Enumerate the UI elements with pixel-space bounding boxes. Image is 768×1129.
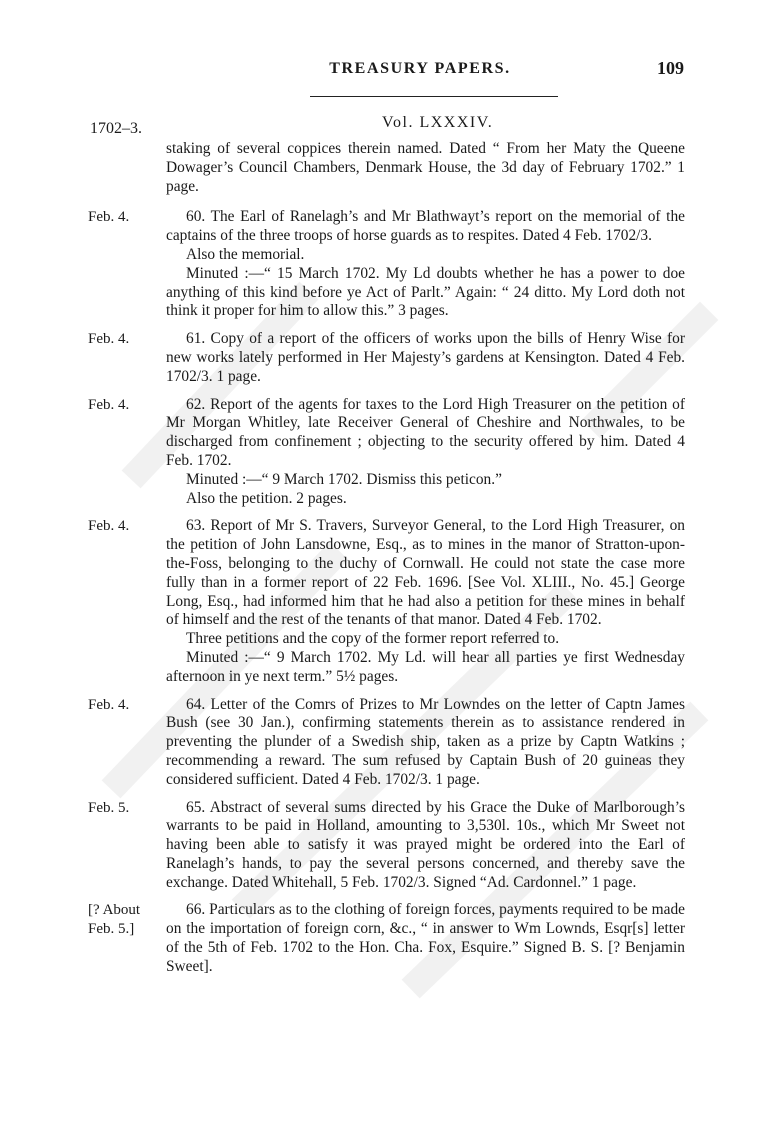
- entry-extra: Three petitions and the copy of the former report referred to.: [186, 630, 560, 648]
- page-number: 109: [657, 58, 684, 78]
- entry-minute: Minuted :—“ 9 March 1702. My Ld. will hear all parties ye first Wednesday afternoon in ye next term.” 5½ pages.: [166, 648, 685, 685]
- year-label: 1702–3.: [90, 120, 142, 137]
- entry-minute: Minuted :—“ 9 March 1702. Dismiss this peticon.”: [186, 470, 502, 488]
- entry-62: [88, 396, 688, 509]
- entry-65: [88, 799, 688, 893]
- entry-text: 62. Report of the agents for taxes to the Lord High Treasurer on the petition of Mr Morgan Whitley, late Receiver General of Cheshire and Northwales, to be discharged from confinement ; objecting to the security offered by him. Dated 4 Feb. 1702.: [166, 395, 685, 469]
- entry-60: [88, 208, 688, 321]
- entry-66: [88, 901, 688, 976]
- entry-continuation: [88, 140, 688, 196]
- running-title: TREASURY PAPERS.: [329, 60, 511, 77]
- entry-date: Feb. 4.: [88, 518, 130, 535]
- entry-text: 63. Report of Mr S. Travers, Surveyor General, to the Lord High Treasurer, on the petition of John Lansdowne, Esq., as to mines in the manor of Stratton-upon-the-Foss, belonging to the duchy of Cornwall. He could not state the case more fully than in a former report of 22 Feb. 1696. [See Vol. XLIII., No. 45.] George Long, Esq., had informed him that he had also a petition for these mines in behalf of himself and the rest of the tenants of that manor. Dated 4 Feb. 1702.: [166, 517, 685, 629]
- volume-heading: Vol. LXXXIV.: [382, 114, 494, 131]
- entry-date: [? About Feb. 5.]: [88, 902, 141, 938]
- header-rule: [310, 96, 558, 97]
- entries-list: [88, 140, 688, 986]
- entry-date: Feb. 4.: [88, 331, 130, 348]
- entry-text: staking of several coppices therein named. Dated “ From her Maty the Queene Dowager’s Council Chambers, Denmark House, the 3d day of February 1702.” 1 page.: [166, 140, 685, 195]
- entry-extra: Also the petition. 2 pages.: [186, 489, 347, 507]
- entry-text: 60. The Earl of Ranelagh’s and Mr Blathwayt’s report on the memorial of the captains of the three troops of horse guards as to respites. Dated 4 Feb. 1702/3.: [166, 208, 685, 245]
- entry-63: [88, 517, 688, 686]
- entry-64: [88, 696, 688, 790]
- entry-date: Feb. 4.: [88, 209, 130, 226]
- entry-text: 65. Abstract of several sums directed by his Grace the Duke of Marlborough’s warrants to be paid in Holland, amounting to 3,530l. 10s., which Mr Sweet not having been able to satisfy it was prayed might be ordered into the Earl of Ranelagh’s hands, to pay the several persons concerned, and thereby save the exchange. Dated Whitehall, 5 Feb. 1702/3. Signed “Ad. Cardonnel.” 1 page.: [166, 798, 685, 891]
- entry-minute: Minuted :—“ 15 March 1702. My Ld doubts whether he has a power to doe anything of this kind before ye Act of Parlt.” Again: “ 24 ditto. My Lord doth not think it proper for him to allow this.” 3 pages.: [166, 264, 685, 320]
- page-header: [0, 58, 768, 86]
- entry-extra: Also the memorial.: [186, 245, 305, 263]
- entry-text: 64. Letter of the Comrs of Prizes to Mr Lowndes on the letter of Captn James Bush (see 30 Jan.), confirming statements therein as to assistance rendered in preventing the plunder of a Swedish ship, taken as a prize by Captn Watkins ; recommending a reward. The sum refused by Captain Bush of 20 guineas they considered sufficient. Dated 4 Feb. 1702/3. 1 page.: [166, 695, 685, 788]
- entry-date: Feb. 4.: [88, 696, 130, 713]
- entry-date: Feb. 5.: [88, 799, 130, 816]
- entry-text: 66. Particulars as to the clothing of foreign forces, payments required to be made on the importation of foreign corn, &c., “ in answer to Wm Lownds, Esqr[s] letter of the 5th of Feb. 1702 to the Hon. Cha. Fox, Esquire.” Signed B. S. [? Benjamin Sweet].: [166, 901, 685, 975]
- entry-61: [88, 330, 688, 386]
- entry-date: Feb. 4.: [88, 396, 130, 413]
- entry-text: 61. Copy of a report of the officers of works upon the bills of Henry Wise for new works lately performed in Her Majesty’s gardens at Kensington. Dated 4 Feb. 1702/3. 1 page.: [166, 330, 685, 385]
